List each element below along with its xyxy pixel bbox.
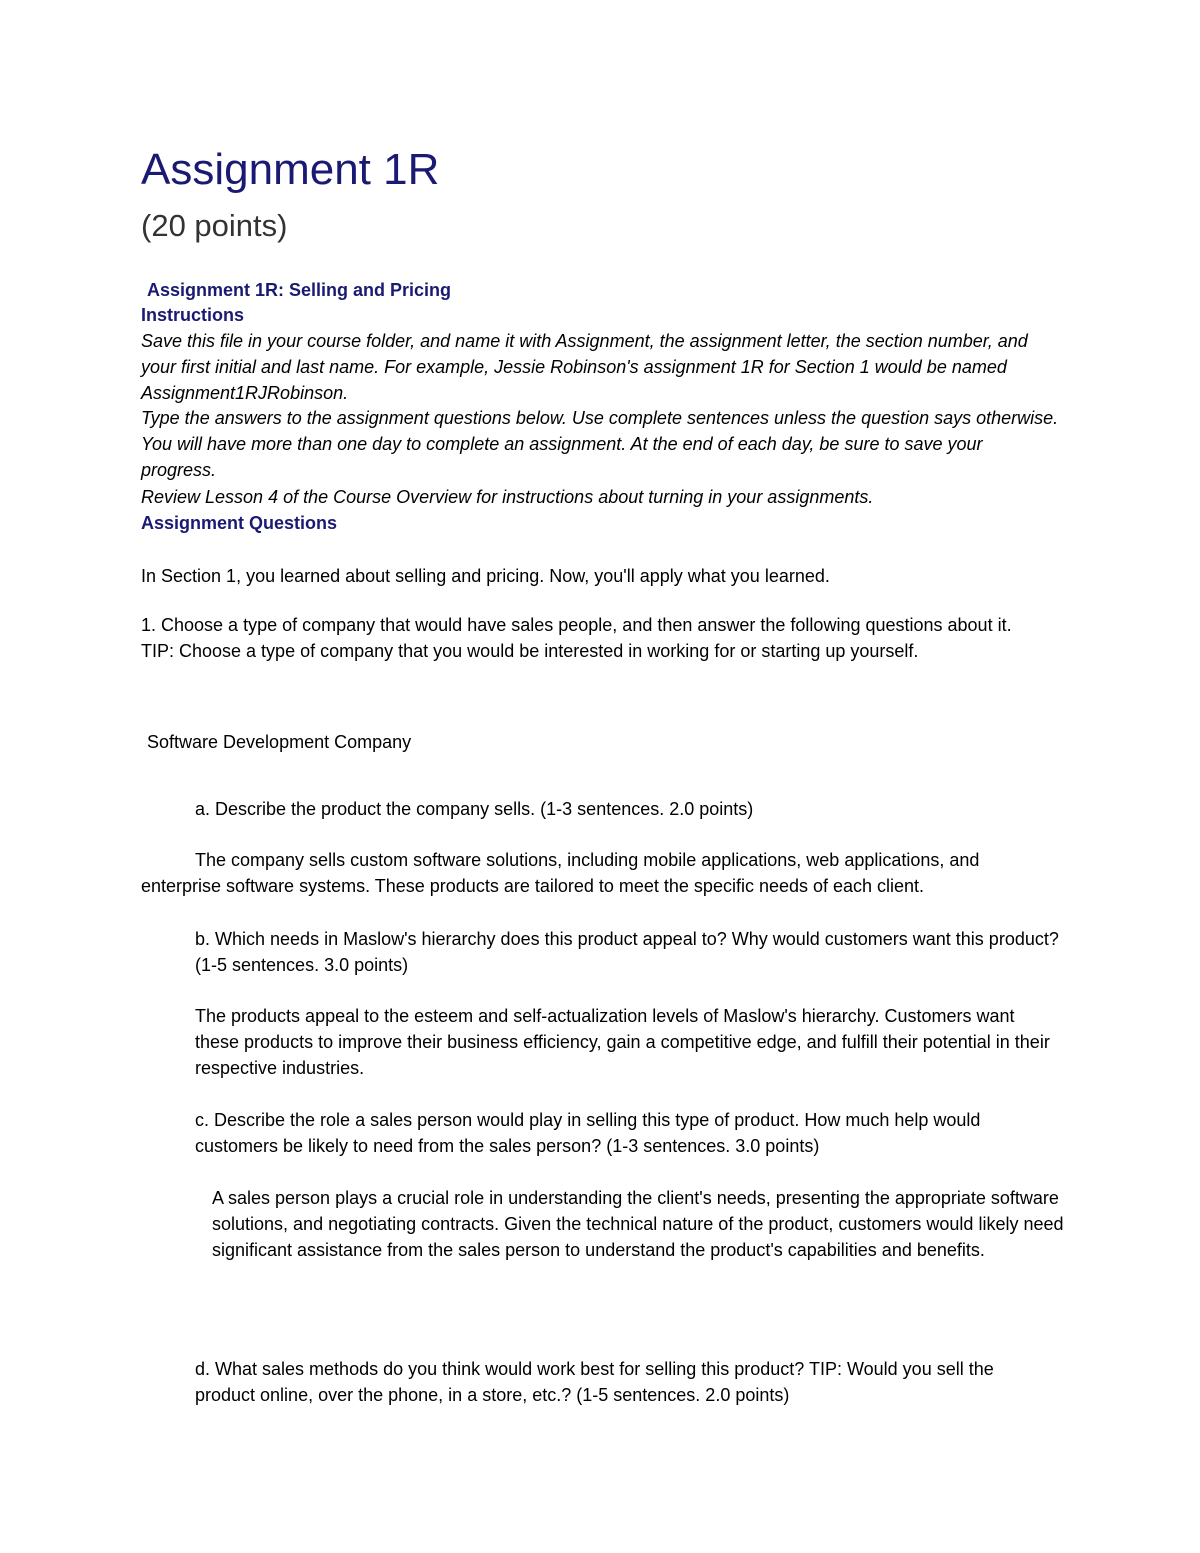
document-title: Assignment 1R — [141, 145, 440, 194]
question-b: b. Which needs in Maslow's hierarchy does this product appeal to? Why would customers want this product? (1-5 sentences. 3.0 points) — [195, 929, 1059, 975]
question-1: 1. Choose a type of company that would have sales people, and then answer the following questions about it. TIP: Choose a type of company that you would be interested in working for or starting up yourself. — [141, 615, 1012, 661]
question-c-answer: A sales person plays a crucial role in understanding the client's needs, presenting the appropriate software solutions, and negotiating contracts. Given the technical nature of the product, customers would likely need significant assistance from the sales person to understand the product's capabilities and benefits. — [212, 1188, 1064, 1260]
question-c: c. Describe the role a sales person would play in selling this type of product. How much help would customers be likely to need from the sales person? (1-3 sentences. 3.0 points) — [195, 1110, 981, 1156]
subject-heading: Assignment 1R: Selling and Pricing — [147, 280, 452, 300]
points-subtitle: (20 points) — [141, 208, 288, 243]
intro-text: In Section 1, you learned about selling and pricing. Now, you'll apply what you learned. — [141, 566, 830, 586]
instructions-paragraph-1: Save this file in your course folder, and name it with Assignment, the assignment letter, the section number, and your first initial and last name. For example, Jessie Robinson's assignment 1R for Section 1 would be named Assignment1RJRobinson. — [141, 331, 1028, 403]
question-b-answer: The products appeal to the esteem and self-actualization levels of Maslow's hierarchy. Customers want these products to improve their business efficiency, gain a competitive edge, and fulfill their potential in their respective industries. — [195, 1006, 1050, 1078]
instructions-heading: Instructions — [141, 305, 245, 325]
instructions-paragraph-2: Type the answers to the assignment questions below. Use complete sentences unless the question says otherwise. You will have more than one day to complete an assignment. At the end of each day, be sure to save your progress. — [141, 408, 1059, 480]
questions-heading: Assignment Questions — [141, 513, 338, 533]
question-1-answer: Software Development Company — [147, 732, 412, 752]
question-d: d. What sales methods do you think would work best for selling this product? TIP: Would you sell the product online, over the phone, in a store, etc.? (1-5 sentences. 2.0 points) — [195, 1359, 994, 1405]
question-a: a. Describe the product the company sells. (1-3 sentences. 2.0 points) — [195, 799, 754, 819]
instructions-paragraph-3: Review Lesson 4 of the Course Overview for instructions about turning in your assignments. — [141, 487, 874, 507]
question-a-answer: The company sells custom software solutions, including mobile applications, web applications, and enterprise software systems. These products are tailored to meet the specific needs of each client. — [141, 850, 980, 896]
